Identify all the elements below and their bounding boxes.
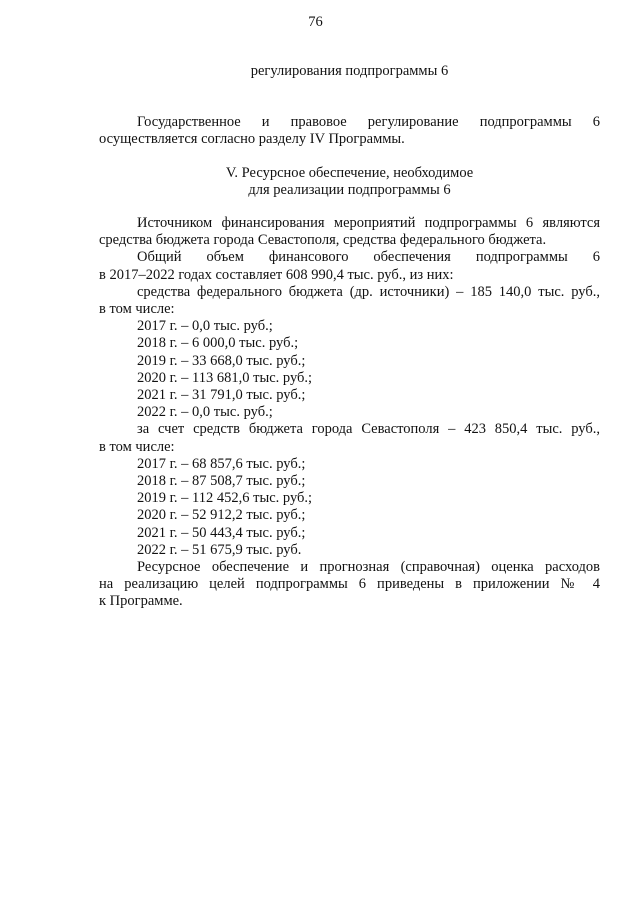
city-year-2018: 2018 г. – 87 508,7 тыс. руб.; (137, 473, 306, 490)
heading-tail: регулирования подпрограммы 6 (250, 63, 449, 79)
city-year-2021: 2021 г. – 50 443,4 тыс. руб.; (137, 524, 306, 541)
spacer (99, 97, 600, 114)
city-line-1: за счет средств бюджета города Севастополя – 423 850,4 тыс. руб., (137, 421, 600, 438)
page-number: 76 (308, 14, 323, 30)
city-paragraph (99, 421, 600, 559)
federal-year-2021: 2021 г. – 31 791,0 тыс. руб.; (137, 387, 306, 404)
regulation-line-2: осуществляется согласно разделу IV Программы. (99, 131, 405, 148)
section-title (99, 165, 600, 199)
federal-year-2022: 2022 г. – 0,0 тыс. руб.; (137, 404, 273, 421)
sources-line-1: Источником финансирования мероприятий подпрограммы 6 являются (137, 215, 600, 232)
city-year-2017: 2017 г. – 68 857,6 тыс. руб.; (137, 455, 306, 472)
city-year-2020: 2020 г. – 52 912,2 тыс. руб.; (137, 507, 306, 524)
spacer (99, 199, 600, 215)
federal-year-2017: 2017 г. – 0,0 тыс. руб.; (137, 318, 273, 335)
federal-line-2: в том числе: (99, 301, 175, 318)
city-line-2: в том числе: (99, 438, 175, 455)
closing-line-1: Ресурсное обеспечение и прогнозная (справочная) оценка расходов (137, 559, 600, 576)
closing-line-3: к Программе. (99, 593, 183, 610)
spacer (99, 149, 600, 165)
total-line-1: Общий объем финансового обеспечения подпрограммы 6 (137, 249, 600, 266)
page-content (99, 63, 600, 611)
city-year-2022: 2022 г. – 51 675,9 тыс. руб. (137, 541, 302, 558)
federal-year-2018: 2018 г. – 6 000,0 тыс. руб.; (137, 335, 299, 352)
federal-year-2020: 2020 г. – 113 681,0 тыс. руб.; (137, 369, 313, 386)
federal-line-1: средства федерального бюджета (др. источники) – 185 140,0 тыс. руб., (137, 283, 600, 300)
federal-paragraph (99, 284, 600, 422)
regulation-paragraph (99, 114, 600, 148)
total-line-2: в 2017–2022 годах составляет 608 990,4 тыс. руб., из них: (99, 266, 454, 283)
closing-paragraph (99, 559, 600, 611)
spacer (99, 80, 600, 97)
regulation-line-1: Государственное и правовое регулирование подпрограммы 6 (137, 114, 600, 131)
closing-line-2: на реализацию целей подпрограммы 6 приведены в приложении № 4 (99, 576, 600, 593)
total-paragraph (99, 249, 600, 283)
sources-paragraph (99, 215, 600, 249)
sources-line-2: средства бюджета города Севастополя, средства федерального бюджета. (99, 232, 547, 249)
city-year-2019: 2019 г. – 112 452,6 тыс. руб.; (137, 490, 313, 507)
section-title-line-1: V. Ресурсное обеспечение, необходимое (225, 164, 474, 181)
section-title-line-2: для реализации подпрограммы 6 (248, 181, 451, 198)
federal-year-2019: 2019 г. – 33 668,0 тыс. руб.; (137, 352, 306, 369)
